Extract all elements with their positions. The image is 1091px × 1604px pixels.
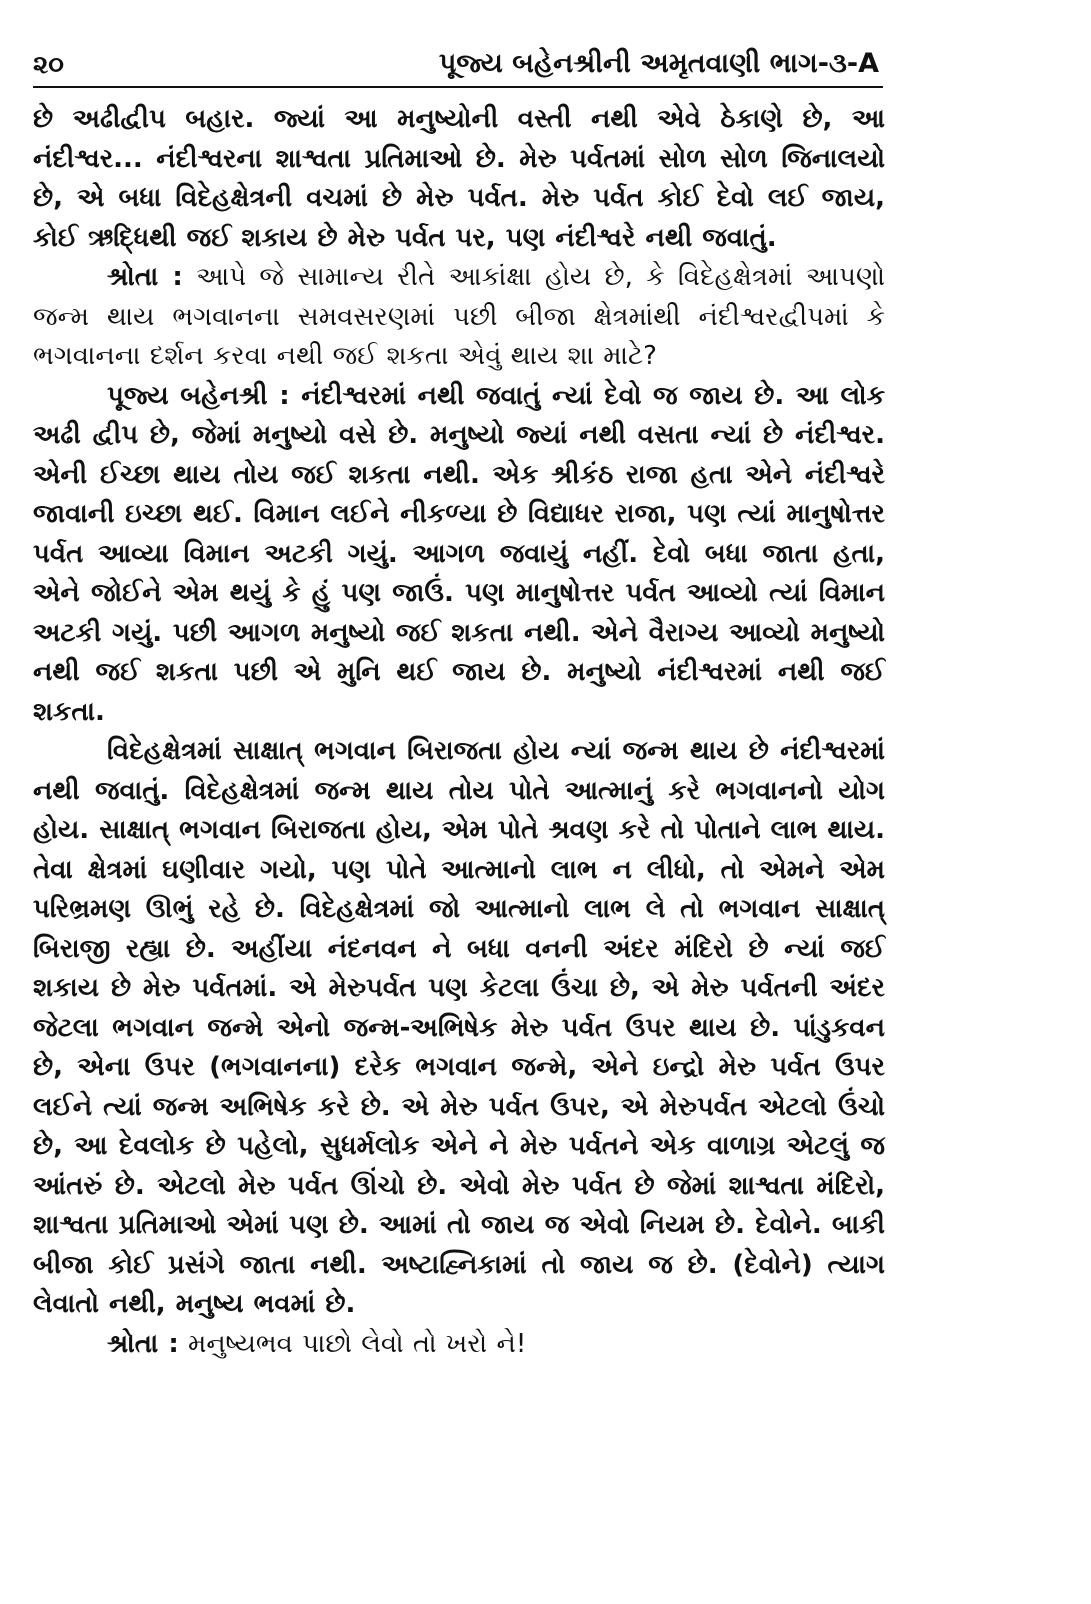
paragraph-text: નંદીશ્વરમાં નથી જવાતું ન્યાં દેવો જ જાય છે. આ લોક અઢી દ્વીપ છે, જેમાં મનુષ્યો વસે છે. મનુષ્યો જ્યાં નથી વસતા ન્યાં છે નંદીશ્વર. એની ઈચ્છા થાય તોય જઈ શકતા નથી. એક શ્રીકંઠ રાજા હતા એને નંદીશ્વરે જાવાની ઇચ્છા થઈ. વિમાન લઈને નીકળ્યા છે વિદ્યાધર રાજા, પણ ત્યાં માનુષોત્તર પર્વત આવ્યા વિમાન અટકી ગયું. આગળ જવાયું નહીં. દેવો બધા જાતા હતા, એને જોઈને એમ થયું કે હું પણ જાઉં. પણ માનુષોત્તર પર્વત આવ્યો ત્યાં વિમાન અટકી ગયું. પછી આગળ મનુષ્યો જઈ શકતા નથી. એને વૈરાગ્ય આવ્યો મનુષ્યો નથી જઈ શકતા પછી એ મુનિ થઈ જાય છે. મનુષ્યો નંદીશ્વરમાં નથી જઈ શકતા. [33, 380, 885, 727]
paragraph-listener-remark [33, 1325, 885, 1365]
speaker-label: શ્રોતા : [107, 262, 183, 292]
page-header [33, 46, 883, 88]
body-text [33, 100, 885, 1364]
paragraph-bahenshri-answer [33, 377, 885, 733]
paragraph-text: આપે જે સામાન્ય રીતે આકાંક્ષા હોય છે, કે વિદેહક્ષેત્રમાં આપણો જન્મ થાય ભગવાનના સમવસરણમાં પછી બીજા ક્ષેત્રમાંથી નંદીશ્વરદ્વીપમાં કે ભગવાનના દર્શન કરવા નથી જઈ શકતા એવું થાય શા માટે? [33, 262, 886, 371]
page-number: ૨૦ [33, 50, 64, 80]
paragraph-videhkshetra [33, 732, 885, 1325]
speaker-label: પૂજ્ય બહેનશ્રી : [107, 380, 290, 411]
running-title: પૂજ્ય બહેનશ્રીની અમૃતવાણી ભાગ-૩-A [438, 48, 879, 79]
paragraph-text: વિદેહક્ષેત્રમાં સાક્ષાત્ ભગવાન બિરાજતા હોય ન્યાં જન્મ થાય છે નંદીશ્વરમાં નથી જવાતું. વિદેહક્ષેત્રમાં જન્મ થાય તોય પોતે આત્માનું કરે ભગવાનનો યોગ હોય. સાક્ષાત્ ભગવાન બિરાજતા હોય, એમ પોતે શ્રવણ કરે તો પોતાને લાભ થાય. તેવા ક્ષેત્રમાં ઘણીવાર ગયો, પણ પોતે આત્માનો લાભ ન લીધો, તો એમને એમ પરિભ્રમણ ઊભું રહે છે. વિદેહક્ષેત્રમાં જો આત્માનો લાભ લે તો ભગવાન સાક્ષાત્ બિરાજી રહ્યા છે. અહીંયા નંદનવન ને બધા વનની અંદર મંદિરો છે ન્યાં જઈ શકાય છે મેરુ પર્વતમાં. એ મેરુપર્વત પણ કેટલા ઉંચા છે, એ મેરુ પર્વતની અંદર જેટલા ભગવાન જન્મે એનો જન્મ-અભિષેક મેરુ પર્વત ઉપર થાય છે. પાંડુકવન છે, એના ઉપર (ભગવાનના) દરેક ભગવાન જન્મે, એને ઇન્દ્રો મેરુ પર્વત ઉપર લઈને ત્યાં જન્મ અભિષેક કરે છે. એ મેરુ પર્વત ઉપર, એ મેરુપર્વત એટલો ઉંચો છે, આ દેવલોક છે પહેલો, સુધર્મલોક એને ને મેરુ પર્વતને એક વાળાગ્ર એટલું જ આંતરું છે. એટલો મેરુ પર્વત ઊંચો છે. એવો મેરુ પર્વત છે જેમાં શાશ્વતા મંદિરો, શાશ્વતા પ્રતિમાઓ એમાં પણ છે. આમાં તો જાય જ એવો નિયમ છે. દેવોને. બાકી બીજા કોઈ પ્રસંગે જાતા નથી. અષ્ટાહ્નિકામાં તો જાય જ છે. (દેવોને) ત્યાગ લેવાતો નથી, મનુષ્ય ભવમાં છે. [33, 736, 885, 1319]
speaker-label: શ્રોતા : [107, 1328, 179, 1359]
paragraph-continuation [33, 100, 885, 258]
paragraph-text: મનુષ્યભવ પાછો લેવો તો ખરો ને! [188, 1328, 527, 1359]
paragraph-listener-question [33, 258, 885, 377]
paragraph-text: છે અઢીદ્વીપ બહાર. જ્યાં આ મનુષ્યોની વસ્તી નથી એવે ઠેકાણે છે, આ નંદીશ્વર... નંદીશ્વરના શાશ્વતા પ્રતિમાઓ છે. મેરુ પર્વતમાં સોળ સોળ જિનાલયો છે, એ બધા વિદેહક્ષેત્રની વચમાં છે મેરુ પર્વત. મેરુ પર્વત કોઈ દેવો લઈ જાય, કોઈ ઋદ્ધિથી જઈ શકાય છે મેરુ પર્વત પર, પણ નંદીશ્વરે નથી જવાતું. [33, 104, 885, 253]
